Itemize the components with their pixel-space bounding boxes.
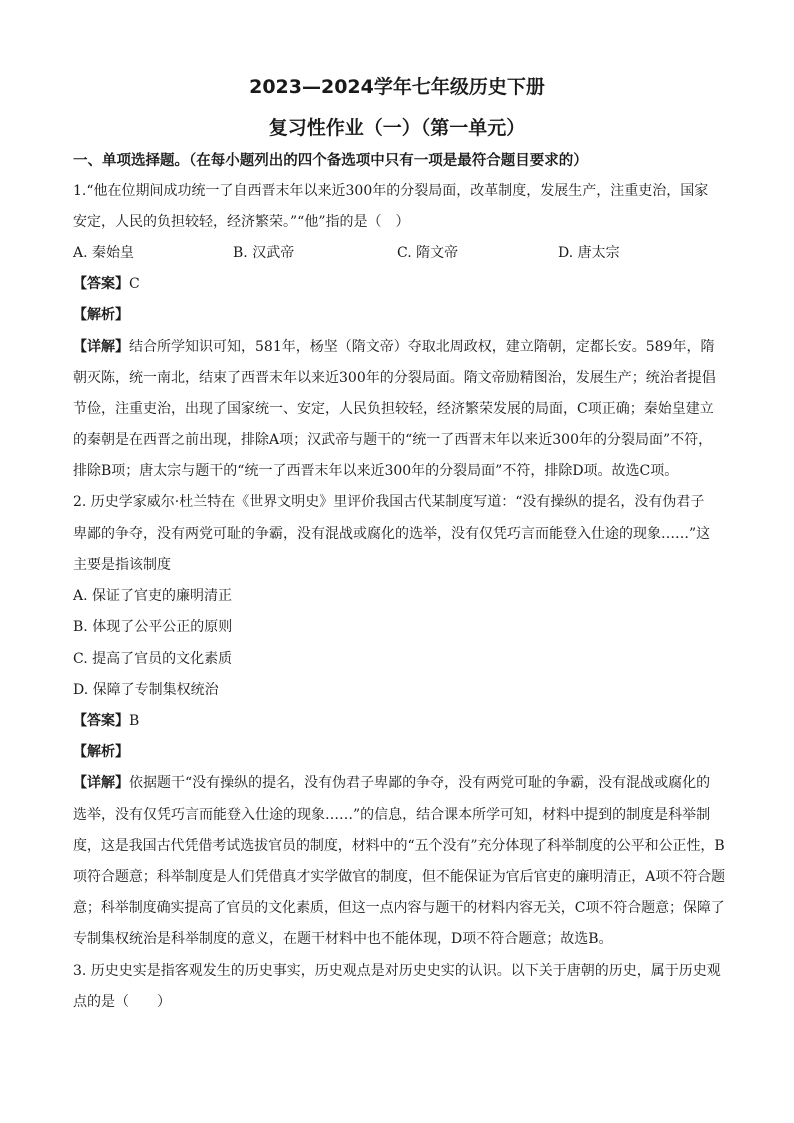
q2-stem-line: 卑鄙的争夺，没有两党可耻的争霸，没有混战或腐化的选举，没有仅凭巧言而能登入仕途的现象……”这 [73, 526, 711, 542]
q2-detail-line: 度，这是我国古代凭借考试选拔官员的制度，材料中的“五个没有”充分体现了科举制度的公平和公正性，B [73, 838, 725, 854]
q1-detail-line: 排除B项；唐太宗与题干的“统一了西晋末年以来近300年的分裂局面”不符，排除D项。故选C项。 [73, 463, 679, 479]
document-subtitle: 复习性作业（一）（第一单元） [268, 117, 526, 139]
q1-option-c: C. 隋文帝 [397, 245, 459, 261]
answer-tag: 【答案】 [73, 713, 129, 729]
section-heading: 一、单项选择题。（在每小题列出的四个备选项中只有一项是最符合题目要求的） [73, 153, 588, 169]
q2-stem-line: 2. 历史学家威尔·杜兰特在《世界文明史》里评价我国古代某制度写道：“没有操纵的提名，没有伪君子 [73, 494, 705, 510]
document-title: 2023—2024学年七年级历史下册 [249, 76, 545, 98]
q1-stem-line: 1.“他在位期间成功统一了自西晋末年以来近300年的分裂局面，改革制度，发展生产，注重吏治，国家 [73, 183, 709, 199]
q1-option-d: D. 唐太宗 [558, 245, 620, 261]
q2-detail-line: 项符合题意；科举制度是人们凭借真才实学做官的制度，但不能保证为官后官吏的廉明清正，A项不符合题 [73, 869, 726, 885]
q1-option-a: A. 秦始皇 [73, 245, 135, 261]
q1-detail-line [73, 337, 714, 357]
q1-stem-line: 安定，人民的负担较轻，经济繁荣。”“他”指的是（ ） [73, 214, 410, 230]
q1-detail-line: 的秦朝是在西晋之前出现，排除A项；汉武帝与题干的“统一了西晋末年以来近300年的分裂局面”不符， [73, 432, 713, 448]
q1-option-b: B. 汉武帝 [233, 245, 295, 261]
q2-option-c: C. 提高了官员的文化素质 [73, 651, 233, 667]
q1-answer [73, 274, 140, 294]
q2-detail-line: 意；科举制度确实提高了官员的文化素质，但这一点内容与题干的材料内容无关，C项不符合题意；保障了 [73, 900, 725, 916]
q2-answer [73, 711, 139, 731]
q2-detail-line: 专制集权统治是科举制度的意义，在题干材料中也不能体现，D项不符合题意；故选B。 [73, 931, 613, 947]
q1-detail-line: 朝灭陈，统一南北，结束了西晋末年以来近300年的分裂局面。隋文帝励精图治，发展生产；统治者提倡 [73, 370, 716, 386]
answer-value: C [129, 276, 140, 292]
detail-tag: 【详解】 [73, 339, 129, 355]
detail-tag: 【详解】 [73, 775, 129, 791]
q2-option-b: B. 体现了公平公正的原则 [73, 619, 233, 635]
q2-detail-line: 选举，没有仅凭巧言而能登入仕途的现象……”的信息，结合课本所学可知，材料中提到的制度是科举制 [73, 807, 711, 823]
q3-stem-line: 3. 历史史实是指客观发生的历史事实，历史观点是对历史史实的认识。以下关于唐朝的历史，属于历史观 [73, 963, 721, 979]
q2-stem-line: 主要是指该制度 [73, 557, 171, 573]
q2-analysis-tag [73, 742, 129, 762]
q1-detail-line: 节俭，注重吏治，出现了国家统一、安定，人民负担较轻，经济繁荣发展的局面，C项正确；秦始皇建立 [73, 401, 714, 417]
answer-value: B [129, 713, 140, 729]
q2-option-d: D. 保障了专制集权统治 [73, 682, 219, 698]
q2-detail-line [73, 773, 710, 793]
analysis-tag: 【解析】 [73, 307, 129, 323]
q2-option-a: A. 保证了官吏的廉明清正 [73, 588, 233, 604]
detail-text: 结合所学知识可知，581年，杨坚（隋文帝）夺取北周政权，建立隋朝，定都长安。589年，隋 [129, 339, 715, 355]
answer-tag: 【答案】 [73, 276, 129, 292]
analysis-tag: 【解析】 [73, 744, 129, 760]
detail-text: 依据题干“没有操纵的提名，没有伪君子卑鄙的争夺，没有两党可耻的争霸，没有混战或腐化的 [129, 775, 711, 791]
q1-analysis-tag [73, 305, 129, 325]
q3-stem-line: 点的是（ ） [73, 994, 171, 1010]
